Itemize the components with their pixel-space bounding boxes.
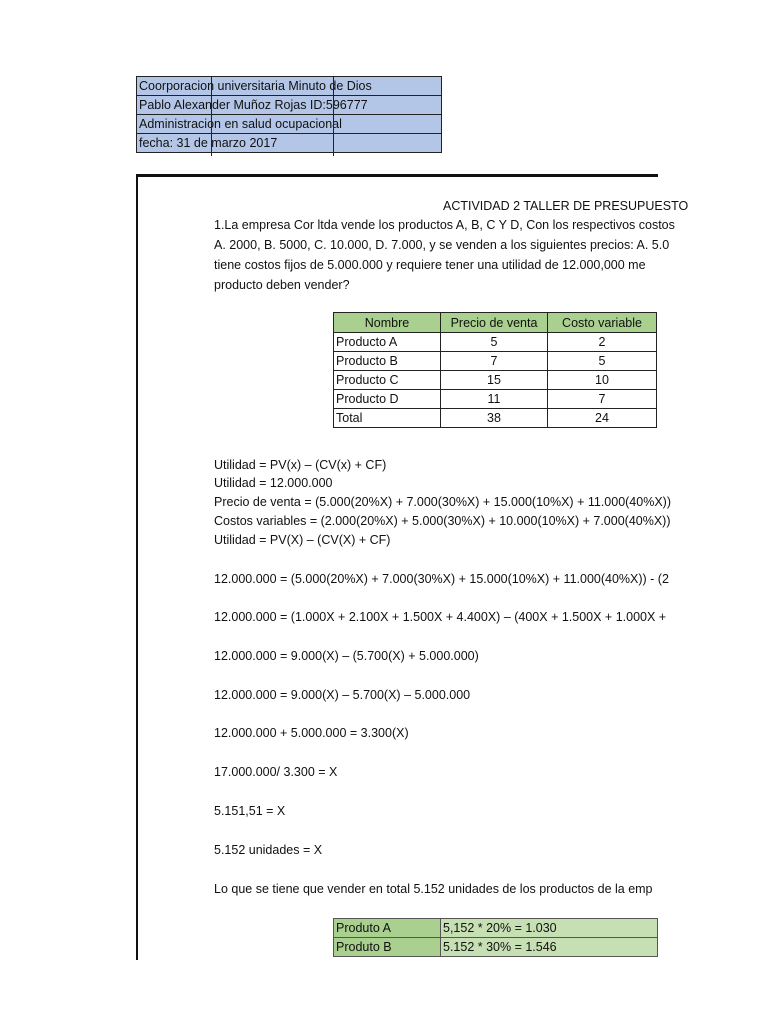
header-institution: Coorporacion universitaria Minuto de Dios <box>137 77 442 96</box>
cell-name: Producto C <box>334 371 441 390</box>
problem-line: A. 2000, B. 5000, C. 10.000, D. 7.000, y se venden a los siguientes precios: A. 5.0 <box>214 238 670 252</box>
step-line: 5.151,51 = X <box>214 804 286 818</box>
formula-line: Precio de venta = (5.000(20%X) + 7.000(30%X) + 15.000(10%X) + 11.000(40%X)) <box>214 495 671 509</box>
cell-cost: 2 <box>548 333 657 352</box>
formula-line: Utilidad = 12.000.000 <box>214 476 333 490</box>
column-header-cost: Costo variable <box>548 313 657 333</box>
header-student: Pablo Alexander Muñoz Rojas ID:596777 <box>137 96 442 115</box>
table-row <box>334 919 658 938</box>
cell-price: 5 <box>441 333 548 352</box>
cell-name: Total <box>334 409 441 428</box>
cell-cost: 10 <box>548 371 657 390</box>
result-product-name: Produto B <box>334 938 441 957</box>
formula-line: Costos variables = (2.000(20%X) + 5.000(30%X) + 10.000(10%X) + 7.000(40%X)) <box>214 514 671 528</box>
table-row <box>334 371 657 390</box>
cell-name: Producto A <box>334 333 441 352</box>
cell-price: 7 <box>441 352 548 371</box>
table-header-row <box>334 313 657 333</box>
formula-line: Utilidad = PV(x) – (CV(x) + CF) <box>214 458 387 472</box>
table-row <box>334 333 657 352</box>
step-line: 17.000.000/ 3.300 = X <box>214 765 338 779</box>
table-row <box>334 938 658 957</box>
header-column-divider <box>333 76 334 156</box>
cell-name: Producto D <box>334 390 441 409</box>
activity-title: ACTIVIDAD 2 TALLER DE PRESUPUESTO <box>443 199 689 213</box>
step-line: 12.000.000 = 9.000(X) – (5.700(X) + 5.000.000) <box>214 649 479 663</box>
table-row <box>334 390 657 409</box>
header-program: Administracion en salud ocupacional <box>137 115 442 134</box>
cell-price: 15 <box>441 371 548 390</box>
problem-line: producto deben vender? <box>214 278 350 292</box>
step-line: 5.152 unidades = X <box>214 843 323 857</box>
cell-cost: 24 <box>548 409 657 428</box>
cell-name: Producto B <box>334 352 441 371</box>
step-line: 12.000.000 = (5.000(20%X) + 7.000(30%X) + 15.000(10%X) + 11.000(40%X)) - (2 <box>214 572 669 586</box>
step-line: 12.000.000 + 5.000.000 = 3.300(X) <box>214 726 409 740</box>
worksheet-area <box>138 176 689 960</box>
step-line: 12.000.000 = 9.000(X) – 5.700(X) – 5.000.000 <box>214 688 471 702</box>
result-product-value: 5.152 * 30% = 1.546 <box>441 938 658 957</box>
conclusion-text: Lo que se tiene que vender en total 5.152 unidades de los productos de la emp <box>214 882 653 896</box>
column-header-price: Precio de venta <box>441 313 548 333</box>
result-product-value: 5,152 * 20% = 1.030 <box>441 919 658 938</box>
result-product-name: Produto A <box>334 919 441 938</box>
formula-line: Utilidad = PV(X) – (CV(X) + CF) <box>214 533 391 547</box>
cell-price: 11 <box>441 390 548 409</box>
table-total-row <box>334 409 657 428</box>
cell-cost: 5 <box>548 352 657 371</box>
header-column-divider <box>211 76 212 156</box>
header-info-table <box>136 76 442 153</box>
table-row <box>334 352 657 371</box>
results-table <box>333 918 658 957</box>
cell-cost: 7 <box>548 390 657 409</box>
cell-price: 38 <box>441 409 548 428</box>
products-table <box>333 312 657 428</box>
problem-line: 1.La empresa Cor ltda vende los productos A, B, C Y D, Con los respectivos costos <box>214 218 675 232</box>
column-header-name: Nombre <box>334 313 441 333</box>
step-line: 12.000.000 = (1.000X + 2.100X + 1.500X + 4.400X) – (400X + 1.500X + 1.000X + <box>214 610 667 624</box>
problem-line: tiene costos fijos de 5.000.000 y requiere tener una utilidad de 12.000,000 me <box>214 258 646 272</box>
header-date: fecha: 31 de marzo 2017 <box>137 134 442 153</box>
